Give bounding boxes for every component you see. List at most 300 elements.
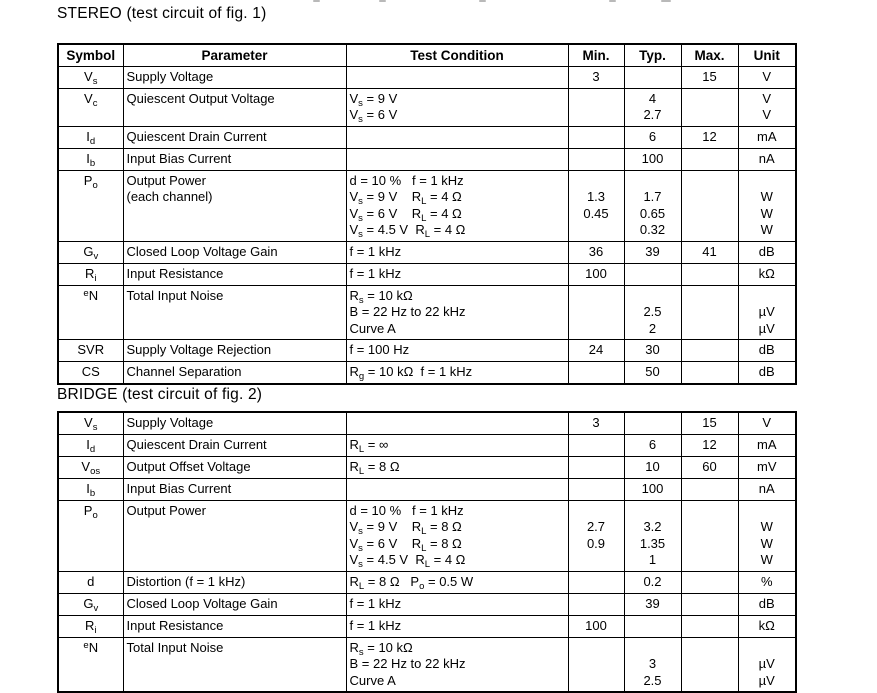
symbol-line: $V_{os}$	[81, 458, 101, 477]
table-row	[58, 285, 796, 340]
cell-typ	[624, 340, 681, 362]
cell-unit	[738, 362, 796, 384]
condition-line: f = 1 kHz	[349, 595, 402, 611]
cell-parameter	[123, 500, 346, 571]
unit-line: V	[762, 68, 772, 84]
cell-condition	[346, 412, 568, 434]
unit-line: µV	[758, 672, 775, 688]
symbol-line: CS	[81, 364, 100, 379]
max-line	[685, 364, 735, 381]
typ-line	[628, 288, 678, 305]
cell-condition	[346, 571, 568, 593]
typ-line: 2.5	[643, 304, 662, 319]
symbol-line: $^e$N	[83, 287, 99, 303]
cell-typ	[624, 593, 681, 615]
max-line	[685, 222, 735, 239]
cell-parameter	[123, 126, 346, 148]
unit-line: kΩ	[758, 265, 775, 281]
parameter-line: Quiescent Output Voltage	[126, 90, 275, 106]
table-row	[58, 412, 796, 434]
typ-line	[628, 415, 678, 432]
symbol-line: $I_d$	[86, 128, 96, 147]
cell-min	[568, 340, 624, 362]
max-line	[685, 673, 735, 690]
cell-max	[681, 456, 738, 478]
typ-line: 4	[648, 90, 657, 106]
max-line	[685, 321, 735, 338]
symbol-line: $V_c$	[84, 90, 98, 109]
cell-max	[681, 637, 738, 692]
symbol-line	[62, 304, 120, 321]
unit-line: %	[760, 573, 773, 589]
condition-line	[350, 69, 565, 86]
cell-min	[568, 456, 624, 478]
parameter-line: Input Bias Current	[126, 480, 232, 496]
cell-max	[681, 241, 738, 263]
cell-parameter	[123, 263, 346, 285]
symbol-line: $P_o$	[83, 502, 98, 521]
unit-line: W	[760, 205, 773, 221]
max-line: 12	[702, 128, 717, 144]
cell-min	[568, 478, 624, 500]
min-line	[572, 459, 621, 476]
unit-line	[742, 640, 793, 657]
min-line: 3	[592, 68, 600, 84]
condition-line: $V_s = 6$ V	[349, 107, 398, 125]
parameter-line	[127, 222, 343, 239]
cell-parameter	[123, 593, 346, 615]
cell-parameter	[123, 456, 346, 478]
min-line	[572, 673, 621, 690]
min-line	[572, 656, 621, 673]
cell-max	[681, 263, 738, 285]
cell-condition	[346, 340, 568, 362]
cell-symbol	[58, 88, 123, 126]
cell-symbol	[58, 285, 123, 340]
cell-unit	[738, 285, 796, 340]
cell-min	[568, 148, 624, 170]
column-header-test-condition: Test Condition	[346, 44, 568, 66]
typ-line	[628, 618, 678, 635]
parameter-line: Input Resistance	[126, 265, 224, 281]
unit-line	[742, 503, 793, 520]
cell-min	[568, 615, 624, 637]
min-line	[572, 151, 621, 168]
symbol-line	[62, 536, 120, 553]
cell-max	[681, 66, 738, 88]
cell-unit	[738, 615, 796, 637]
cell-condition	[346, 241, 568, 263]
symbol-line: d	[87, 573, 95, 589]
max-line	[685, 536, 735, 553]
parameter-line: Output Power	[126, 502, 206, 518]
table-row	[58, 434, 796, 456]
cell-unit	[738, 241, 796, 263]
max-line	[685, 91, 735, 108]
table-row	[58, 170, 796, 241]
table-row	[58, 615, 796, 637]
condition-line: $R_s = 10$ kΩ	[349, 639, 413, 658]
typ-line: 1.35	[639, 535, 666, 551]
condition-line: f = 1 kHz	[349, 617, 402, 633]
condition-line: $V_s = 9$ V	[349, 90, 398, 109]
parameter-line	[127, 656, 343, 673]
cell-typ	[624, 478, 681, 500]
cell-min	[568, 126, 624, 148]
cell-condition	[346, 637, 568, 692]
cell-typ	[624, 126, 681, 148]
cell-condition	[346, 478, 568, 500]
cell-min	[568, 412, 624, 434]
unit-line: dB	[758, 595, 775, 611]
unit-line: nA	[758, 480, 775, 496]
parameter-line: Output Power	[126, 172, 206, 188]
cell-parameter	[123, 362, 346, 384]
table-row	[58, 593, 796, 615]
condition-line: f = 100 Hz	[349, 342, 410, 357]
unit-line: V	[762, 90, 772, 106]
unit-line: mA	[757, 128, 777, 144]
symbol-line: $I_b$	[86, 150, 96, 169]
typ-line: 2.7	[643, 107, 662, 122]
cell-min	[568, 66, 624, 88]
min-line	[572, 173, 621, 190]
cell-parameter	[123, 637, 346, 692]
min-line	[572, 222, 621, 239]
min-line	[572, 596, 621, 613]
min-line	[572, 574, 621, 591]
max-line	[685, 266, 735, 283]
cell-symbol	[58, 241, 123, 263]
min-line	[572, 481, 621, 498]
max-line	[685, 574, 735, 591]
cell-unit	[738, 66, 796, 88]
max-line: 15	[702, 415, 717, 430]
unit-line: W	[760, 189, 773, 204]
typ-line: 0.32	[639, 222, 666, 237]
unit-line: nA	[758, 150, 775, 166]
bridge-spec-table	[57, 411, 797, 693]
unit-line: kΩ	[758, 617, 775, 633]
condition-line: $R_L = 8$ Ω $P_o = 0.5$ W	[349, 573, 474, 592]
table-row	[58, 66, 796, 88]
cell-symbol	[58, 170, 123, 241]
min-line: 3	[592, 415, 600, 430]
min-line	[572, 503, 621, 520]
table-header-row	[58, 44, 796, 66]
condition-line: $V_s = 6$ V $R_L = 8$ Ω	[349, 535, 462, 554]
condition-line: $R_L$ = ∞	[349, 436, 389, 455]
cell-max	[681, 412, 738, 434]
cell-unit	[738, 593, 796, 615]
cell-typ	[624, 285, 681, 340]
column-header-typ: Typ.	[624, 44, 681, 66]
cell-min	[568, 500, 624, 571]
cell-symbol	[58, 500, 123, 571]
unit-line: µV	[758, 320, 775, 336]
cell-typ	[624, 148, 681, 170]
cell-min	[568, 241, 624, 263]
symbol-line	[62, 519, 120, 536]
max-line	[685, 481, 735, 498]
cell-typ	[624, 66, 681, 88]
symbol-line	[62, 552, 120, 569]
cell-symbol	[58, 412, 123, 434]
cell-condition	[346, 593, 568, 615]
parameter-line: Distortion (f = 1 kHz)	[126, 573, 246, 589]
cell-typ	[624, 637, 681, 692]
parameter-line	[127, 321, 343, 338]
typ-line	[628, 640, 678, 657]
parameter-line	[127, 206, 343, 223]
cell-parameter	[123, 340, 346, 362]
min-line	[572, 91, 621, 108]
typ-line: 30	[645, 342, 660, 357]
max-line	[685, 640, 735, 657]
cell-symbol	[58, 340, 123, 362]
unit-line: W	[760, 552, 773, 567]
parameter-line: Supply Voltage	[126, 415, 214, 430]
max-line	[685, 656, 735, 673]
cell-symbol	[58, 66, 123, 88]
cell-min	[568, 285, 624, 340]
table-row	[58, 478, 796, 500]
cell-typ	[624, 170, 681, 241]
cell-max	[681, 148, 738, 170]
symbol-line	[62, 206, 120, 223]
cell-typ	[624, 412, 681, 434]
cell-condition	[346, 126, 568, 148]
condition-line: $V_s = 6$ V $R_L = 4$ Ω	[349, 205, 462, 224]
min-line: 2.7	[586, 519, 606, 534]
typ-line: 1.7	[643, 189, 662, 204]
symbol-line: $R_i$	[84, 265, 97, 284]
table-row	[58, 456, 796, 478]
cell-unit	[738, 571, 796, 593]
condition-line: d = 10 % f = 1 kHz	[349, 172, 464, 188]
unit-line: dB	[758, 243, 775, 259]
condition-line: $R_L = 8$ Ω	[349, 458, 400, 477]
cell-typ	[624, 500, 681, 571]
max-line	[685, 596, 735, 613]
condition-line: $V_s = 9$ V $R_L = 4$ Ω	[349, 189, 462, 207]
cell-condition	[346, 500, 568, 571]
symbol-line	[62, 107, 120, 124]
cell-symbol	[58, 263, 123, 285]
cell-symbol	[58, 478, 123, 500]
max-line	[685, 519, 735, 536]
typ-line: 6	[648, 128, 657, 144]
condition-line: $V_s = 4.5$ V $R_L = 4$ Ω	[349, 222, 466, 240]
cell-parameter	[123, 571, 346, 593]
typ-line: 39	[645, 595, 660, 611]
column-header-max: Max.	[681, 44, 738, 66]
cell-parameter	[123, 434, 346, 456]
cell-parameter	[123, 241, 346, 263]
condition-line: d = 10 % f = 1 kHz	[349, 502, 464, 518]
condition-line: Curve A	[349, 320, 396, 336]
cell-unit	[738, 148, 796, 170]
unit-line	[742, 173, 793, 190]
condition-line: B = 22 Hz to 22 kHz	[349, 304, 466, 319]
unit-line: dB	[758, 364, 775, 379]
min-line	[572, 437, 621, 454]
cell-unit	[738, 170, 796, 241]
min-line	[572, 304, 621, 321]
cell-parameter	[123, 170, 346, 241]
max-line	[685, 151, 735, 168]
cell-parameter	[123, 66, 346, 88]
cell-condition	[346, 362, 568, 384]
cell-parameter	[123, 478, 346, 500]
column-header-symbol: Symbol	[58, 44, 123, 66]
cell-symbol	[58, 148, 123, 170]
max-line	[685, 618, 735, 635]
typ-line: 1	[648, 552, 657, 567]
max-line	[685, 189, 735, 206]
cell-typ	[624, 263, 681, 285]
unit-line: W	[760, 535, 773, 551]
parameter-line: (each channel)	[126, 189, 213, 204]
unit-line: µV	[758, 656, 775, 671]
unit-line: mV	[757, 458, 777, 474]
symbol-line: $G_v$	[83, 243, 99, 262]
stereo-table-body	[58, 66, 796, 384]
cell-max	[681, 593, 738, 615]
cell-min	[568, 434, 624, 456]
cell-max	[681, 88, 738, 126]
cell-symbol	[58, 362, 123, 384]
unit-line: V	[762, 415, 772, 430]
typ-line: 100	[641, 480, 664, 496]
cell-min	[568, 362, 624, 384]
min-line	[572, 107, 621, 124]
cell-max	[681, 285, 738, 340]
symbol-line: $P_o$	[83, 172, 98, 191]
cell-unit	[738, 456, 796, 478]
table-row	[58, 241, 796, 263]
column-header-parameter: Parameter	[123, 44, 346, 66]
parameter-line: Input Resistance	[126, 617, 224, 633]
cell-max	[681, 478, 738, 500]
parameter-line: Output Offset Voltage	[126, 458, 251, 474]
cell-max	[681, 615, 738, 637]
table-row	[58, 340, 796, 362]
stereo-section-title: STEREO (test circuit of fig. 1)	[57, 5, 267, 22]
max-line: 15	[702, 68, 717, 84]
cell-unit	[738, 88, 796, 126]
parameter-line: Supply Voltage Rejection	[126, 342, 272, 357]
unit-line: W	[760, 519, 773, 534]
parameter-line	[127, 552, 343, 569]
table-row	[58, 126, 796, 148]
cell-unit	[738, 126, 796, 148]
cell-condition	[346, 88, 568, 126]
parameter-line: Closed Loop Voltage Gain	[126, 595, 278, 611]
condition-line	[350, 151, 565, 168]
typ-line	[628, 173, 678, 190]
condition-line: B = 22 Hz to 22 kHz	[349, 656, 466, 671]
parameter-line: Total Input Noise	[126, 639, 224, 655]
parameter-line: Closed Loop Voltage Gain	[126, 243, 278, 259]
cell-symbol	[58, 637, 123, 692]
min-line: 36	[588, 243, 604, 259]
cell-unit	[738, 434, 796, 456]
symbol-line: $R_i$	[84, 617, 97, 636]
max-line	[685, 206, 735, 223]
min-line	[572, 321, 621, 338]
table-row	[58, 362, 796, 384]
symbol-line: $V_s$	[84, 415, 98, 433]
cell-typ	[624, 571, 681, 593]
cell-condition	[346, 615, 568, 637]
min-line: 0.9	[586, 535, 606, 551]
cell-parameter	[123, 285, 346, 340]
parameter-line: Input Bias Current	[126, 150, 232, 166]
cell-condition	[346, 434, 568, 456]
unit-line	[742, 288, 793, 305]
cell-condition	[346, 148, 568, 170]
unit-line: mA	[757, 436, 777, 452]
cell-typ	[624, 434, 681, 456]
condition-line	[350, 481, 565, 498]
cell-min	[568, 170, 624, 241]
symbol-line	[62, 321, 120, 338]
cell-symbol	[58, 456, 123, 478]
condition-line: $R_g = 10$ kΩ f = 1 kHz	[349, 364, 473, 382]
cell-typ	[624, 456, 681, 478]
max-line	[685, 288, 735, 305]
unit-line: V	[762, 107, 772, 122]
cell-unit	[738, 500, 796, 571]
table-row	[58, 263, 796, 285]
column-header-min: Min.	[568, 44, 624, 66]
cell-unit	[738, 478, 796, 500]
condition-line: $R_s = 10$ kΩ	[349, 287, 413, 306]
min-line: 0.45	[583, 205, 609, 221]
bridge-section-title: BRIDGE (test circuit of fig. 2)	[57, 386, 263, 403]
min-line: 100	[585, 617, 607, 633]
cell-min	[568, 571, 624, 593]
condition-line: f = 1 kHz	[349, 243, 402, 259]
cell-condition	[346, 456, 568, 478]
cell-max	[681, 434, 738, 456]
cell-max	[681, 362, 738, 384]
unit-line: W	[760, 222, 773, 237]
condition-line: $V_s = 9$ V $R_L = 8$ Ω	[349, 519, 462, 537]
cell-symbol	[58, 593, 123, 615]
parameter-line	[127, 304, 343, 321]
cell-parameter	[123, 412, 346, 434]
condition-line	[350, 129, 565, 146]
max-line	[685, 503, 735, 520]
unit-line: µV	[758, 304, 775, 319]
cell-condition	[346, 285, 568, 340]
cell-max	[681, 340, 738, 362]
symbol-line	[62, 222, 120, 239]
max-line: 60	[702, 458, 717, 474]
symbol-line: $G_v$	[83, 595, 99, 614]
cell-symbol	[58, 571, 123, 593]
cell-unit	[738, 637, 796, 692]
min-line: 100	[585, 265, 607, 281]
cell-typ	[624, 88, 681, 126]
condition-line: Curve A	[349, 672, 396, 688]
cell-max	[681, 126, 738, 148]
max-line	[685, 552, 735, 569]
typ-line: 2	[648, 320, 657, 336]
cell-min	[568, 593, 624, 615]
